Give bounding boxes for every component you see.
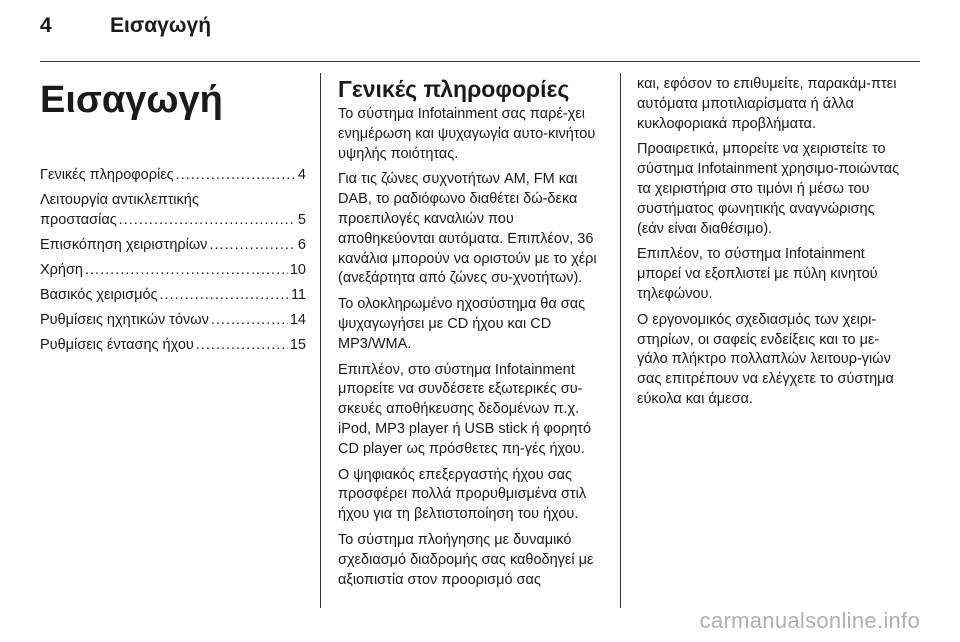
toc-entry-usage[interactable] [40, 260, 306, 280]
body-paragraph: Επιπλέον, στο σύστημα Infotainment μπορείτε να συνδέσετε εξωτερικές συ-σκευές αποθήκευσης δεδομένων π.χ. iPod, MP3 player ή USB stick ή φορητό CD player ως πρόσθετες πη-γές ήχου. [338, 361, 592, 457]
running-header-title: Εισαγωγή [110, 14, 212, 37]
body-paragraph: Για τις ζώνες συχνοτήτων AM, FM και DAB, το ραδιόφωνο διαθέτει δώ-δεκα προεπιλογές καναλιών που αποθηκεύονται αυτόματα. Επιπλέον, 36 κανάλια μπορούν να οριστούν με το χέρι (ανεξάρτητα από ζώνες συ-χνοτήτων). [338, 171, 597, 287]
body-paragraph: Ο εργονομικός σχεδιασμός των χειρι-στηρίων, οι σαφείς ενδείξεις και το με-γάλο πλήκτρο πολλαπλών λειτουρ-γιών σας επιτρέπουν να ελέγχετε το σύστημα εύκολα και άμεσα. [637, 311, 894, 407]
body-paragraph: Το ολοκληρωμένο ηχοσύστημα θα σας ψυχαγωγήσει με CD ήχου και CD MP3/WMA. [338, 296, 586, 352]
toc-entry-page: 10 [289, 262, 306, 278]
chapter-title: Εισαγωγή [40, 79, 223, 121]
column-divider [320, 73, 321, 608]
toc-entry-label: Βασικός χειρισμός [40, 287, 158, 303]
column-divider [620, 73, 621, 608]
running-header [40, 14, 211, 46]
toc-entry-label: Χρήση [40, 262, 83, 278]
body-paragraph: Επιπλέον, το σύστημα Infotainment μπορεί να εξοπλιστεί με πύλη κινητού τηλεφώνου. [637, 246, 878, 302]
body-paragraph: Προαιρετικά, μπορείτε να χειριστείτε το σύστημα Infotainment χρησιμο-ποιώντας τα χειριστήρια στο τιμόνι ή μέσω του συστήματος φωνητικής αναγνώρισης (εάν είναι διαθέσιμο). [637, 141, 900, 237]
toc-leader-dots [160, 285, 289, 305]
toc-entry-page: 4 [297, 167, 306, 183]
toc-entry-anti-theft[interactable] [40, 190, 306, 230]
toc-entry-label: Ρυθμίσεις έντασης ήχου [40, 337, 194, 353]
header-rule [40, 61, 920, 62]
table-of-contents [40, 165, 306, 355]
body-column-2 [338, 75, 604, 596]
toc-entry-label: Λειτουργία αντικλεπτικής [40, 192, 199, 208]
body-paragraph: και, εφόσον το επιθυμείτε, παρακάμ-πτει αυτόματα μποτιλιαρίσματα ή άλλα κυκλοφοριακά προβλήματα. [637, 76, 897, 132]
toc-leader-dots [85, 260, 288, 280]
toc-leader-dots [209, 235, 295, 255]
toc-entry-page: 15 [289, 337, 306, 353]
toc-entry-page: 14 [289, 312, 306, 328]
section-heading: Γενικές πληροφορίες [338, 76, 570, 102]
toc-entry-basic-operation[interactable] [40, 285, 306, 305]
toc-entry-page: 11 [290, 287, 306, 303]
toc-entry-controls-overview[interactable] [40, 235, 306, 255]
toc-entry-label: προστασίας [40, 212, 117, 228]
toc-entry-page: 5 [297, 212, 306, 228]
toc-entry-label: Γενικές πληροφορίες [40, 167, 174, 183]
toc-entry-general-info[interactable] [40, 165, 306, 185]
toc-entry-label: Ρυθμίσεις ηχητικών τόνων [40, 312, 209, 328]
toc-entry-page: 6 [297, 237, 306, 253]
toc-entry-tone-settings[interactable] [40, 310, 306, 330]
body-paragraph: Το σύστημα Infotainment σας παρέ-χει ενημέρωση και ψυχαγωγία αυτο-κινήτου υψηλής ποιότητας. [338, 106, 596, 162]
body-column-3 [637, 75, 903, 416]
toc-leader-dots [119, 210, 296, 230]
toc-leader-dots [211, 310, 288, 330]
body-paragraph: Το σύστημα πλοήγησης με δυναμικό σχεδιασμό διαδρομής σας καθοδηγεί με αξιοπιστία στον προορισμό σας [338, 531, 594, 588]
watermark: carmanualsonline.info [699, 608, 920, 633]
page-number: 4 [40, 14, 52, 37]
body-paragraph: Ο ψηφιακός επεξεργαστής ήχου σας προσφέρει πολλά προρυθμισμένα στιλ ήχου για τη βελτιστοποίηση του ήχου. [338, 466, 587, 523]
toc-entry-label: Επισκόπηση χειριστηρίων [40, 237, 208, 253]
toc-leader-dots [196, 335, 288, 355]
toc-column [40, 75, 306, 360]
toc-entry-volume-settings[interactable] [40, 335, 306, 355]
toc-leader-dots [176, 165, 296, 185]
